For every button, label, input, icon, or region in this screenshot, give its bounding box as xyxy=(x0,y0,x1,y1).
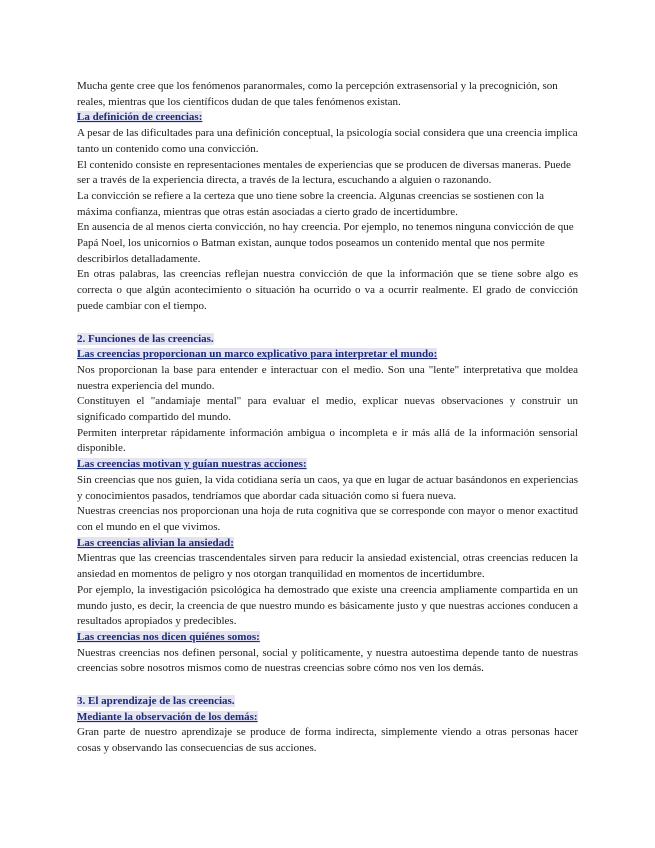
section-3-title: 3. El aprendizaje de las creencias. xyxy=(77,695,235,708)
s2-subheading-4: Las creencias nos dicen quiénes somos: xyxy=(77,630,260,643)
section-2-title: 2. Funciones de las creencias. xyxy=(77,332,214,345)
s2-sub2-paragraph-2: Nuestras creencias nos proporcionan una hoja de ruta cognitiva que se corresponde con mayor o menor exactitud con el mundo en el que vivimos. xyxy=(77,505,578,533)
s3-subheading-1: Mediante la observación de los demás: xyxy=(77,710,258,723)
section-1-heading: La definición de creencias: xyxy=(77,111,203,124)
s1-paragraph-2: El contenido consiste en representaciones mentales de experiencias que se producen de diversas maneras. Puede ser a través de la experiencia directa, a través de la lectura, escuchando a alguien o razonando. xyxy=(77,158,571,187)
document-body xyxy=(77,79,578,757)
s2-sub3-paragraph-1: Mientras que las creencias trascendentales sirven para reducir la ansiedad existencial, otras creencias reducen la ansiedad en momentos de peligro y nos otorgan tranquilidad en momentos de incertidumbre. xyxy=(77,552,578,581)
s1-paragraph-5: En otras palabras, las creencias reflejan nuestra convicción de que la información que se tiene sobre algo es correcta o que algún acontecimiento o situación ha ocurrido o va a ocurrir realmente. El grado de convicción puede cambiar con el tiempo. xyxy=(77,268,578,312)
s1-paragraph-3: La convicción se refiere a la certeza que uno tiene sobre la creencia. Algunas creencias se sostienen con la máxima confianza, mientras que otras están asociadas a cierto grado de incertidumbre. xyxy=(77,189,544,218)
s2-sub1-paragraph-3: Permiten interpretar rápidamente información ambigua o incompleta e ir más allá de la información sensorial disponible. xyxy=(77,426,578,455)
intro-paragraph: Mucha gente cree que los fenómenos paranormales, como la percepción extrasensorial y la precognición, son reales, mientras que los científicos dudan de que tales fenómenos existan. xyxy=(77,80,558,108)
s2-subheading-3: Las creencias alivian la ansiedad: xyxy=(77,536,234,549)
s3-sub1-paragraph-1: Gran parte de nuestro aprendizaje se produce de forma indirecta, simplemente viendo a otras personas hacer cosas y observando las consecuencias de sus acciones. xyxy=(77,726,578,755)
s2-sub2-paragraph-1: Sin creencias que nos guíen, la vida cotidiana sería un caos, ya que en lugar de actuar basándonos en experiencias y conocimientos pasados, tendríamos que abordar cada situación como si fuera nueva. xyxy=(77,473,578,502)
spacer xyxy=(77,315,578,332)
s1-paragraph-1: A pesar de las dificultades para una definición conceptual, la psicología social considera que una creencia implica tanto un contenido como una convicción. xyxy=(77,127,578,155)
s2-subheading-2: Las creencias motivan y guían nuestras acciones: xyxy=(77,458,307,471)
s2-sub3-paragraph-2: Por ejemplo, la investigación psicológica ha demostrado que existe una creencia ampliamente compartida en un mundo justo, es decir, la creencia de que nuestro mundo es básicamente justo y que nuestras acciones conducen a resultados apropiados y predecibles. xyxy=(77,583,578,628)
spacer xyxy=(77,677,578,694)
s2-subheading-1: Las creencias proporcionan un marco explicativo para interpretar el mundo: xyxy=(77,348,438,361)
s2-sub1-paragraph-1: Nos proporcionan la base para entender e interactuar con el medio. Son una "lente" interpretativa que moldea nuestra experiencia del mundo. xyxy=(77,363,578,392)
s2-sub4-paragraph-1: Nuestras creencias nos definen personal, social y políticamente, y nuestra autoestima depende tanto de nuestras creencias sobre nosotros mismos como de nuestras creencias sobre cómo nos ven los demás. xyxy=(77,646,578,675)
s1-paragraph-4: En ausencia de al menos cierta convicción, no hay creencia. Por ejemplo, no tenemos ninguna convicción de que Papá Noel, los unicornios o Batman existan, aunque todos poseamos un contenido mental que nos permite describirlos detalladamente. xyxy=(77,221,574,265)
s2-sub1-paragraph-2: Constituyen el "andamiaje mental" para evaluar el medio, explicar nuevas observaciones y construir un significado compartido del mundo. xyxy=(77,395,578,424)
